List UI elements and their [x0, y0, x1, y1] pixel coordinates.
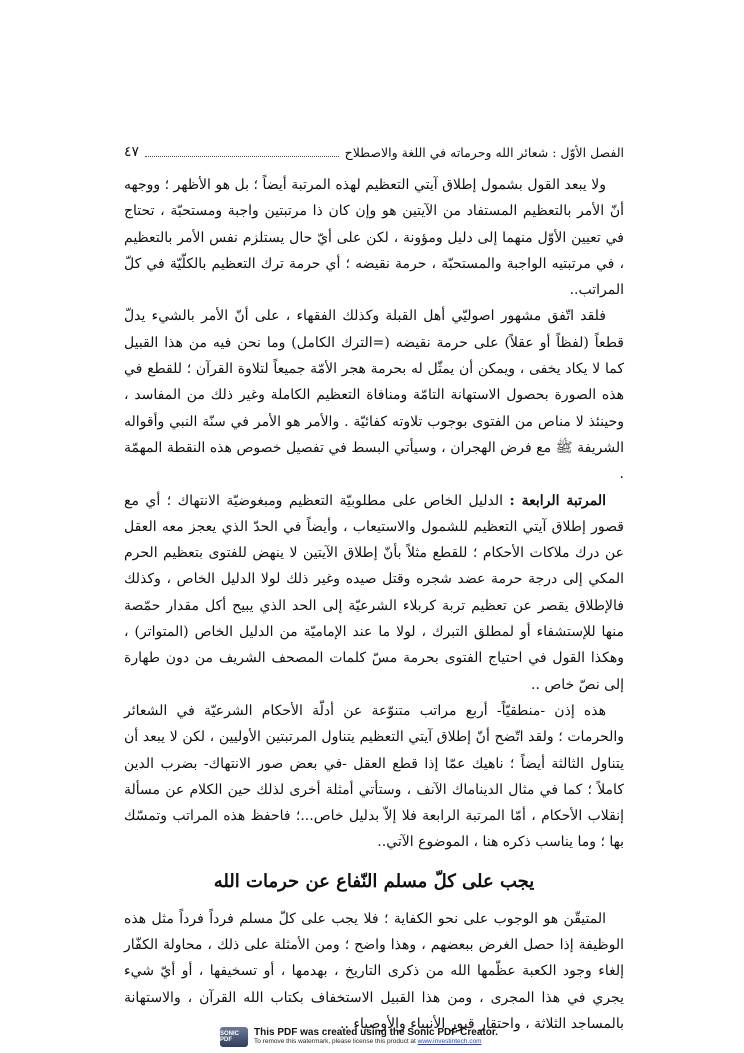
paragraph	[124, 488, 624, 698]
paragraph-lead: المرتبة الرابعة :	[509, 492, 606, 509]
section-heading: يجب على كلّ مسلم النّفاع عن حرمات الله	[213, 870, 535, 892]
paragraph-text: فلقد اتّفق مشهور اصوليّي أهل القبلة وكذلك الفقهاء ، على أنّ الأمر بالشيء يدلّ قطعاً (لفظاً أو عقلاً) على حرمة نقيضه (=الترك الكامل) وما نحن فيه من هذا القبيل كما لا يكاد يخفى ، ويمكن أن يمثّل له بحرمة هجر الأمّة جميعاً لتلاوة القرآن ؛ للقطع في هذه الصورة بحصول الاستهانة التامّة ومنافاة التعظيم الكاملة وغير ذلك من المفاسد ، وحينئذ لا مناص من الفتوى بوجوب تلاوته كفائيّة . والأمر هو الأمر في سنّة النبي وأقواله الشريفة ﷺ مع فرض الهجران ، وسيأتي البسط في تفصيل خصوص هذه النقطة المهمّة .	[124, 308, 624, 483]
watermark-text	[254, 1028, 498, 1045]
chapter-title: الفصل الأوّل : شعائر الله وحرماته في اللغة والاصطلاح	[344, 144, 624, 160]
watermark-line2-prefix: To remove this watermark, please license this product at	[254, 1037, 418, 1045]
body-text	[124, 172, 624, 1037]
paragraph	[124, 906, 624, 1037]
paragraph-text: المتيقّن هو الوجوب على نحو الكفاية ؛ فلا يجب على كلّ مسلم فرداً فرداً مثل هذه الوظيفة إذا حصل الغرض ببعضهم ، وهذا واضح ؛ ومن الأمثلة على ذلك ، محاولة الكفّار إلغاء وجود الكعبة عظّمها الله من ذكرى التاريخ ، بهدمها ، أو تسخيفها ، أو أيّ شيء يجري في هذا المجرى ، ومن هذا القبيل الاستخفاف بكتاب الله القرآن ، والاستهانة بالمساجد الثلاثة ، واحتقار قبور الأنبياء والأوصياء ..	[124, 910, 624, 1032]
sonic-pdf-logo-icon: SONIC PDF	[220, 1027, 248, 1047]
pdf-watermark	[220, 1025, 550, 1049]
page-number: ٤٧	[124, 144, 140, 160]
leader-dots	[145, 156, 339, 157]
paragraph	[124, 698, 624, 856]
paragraph-text: ولا يبعد القول بشمول إطلاق آيتي التعظيم لهذه المرتبة أيضاً ؛ بل هو الأظهر ؛ ووجهه أنّ الأمر بالتعظيم المستفاد من الآيتين هو وإن كان ذا مرتبتين واجبة ومستحبّة ، تحتاج في تعيين الأوّل منهما إلى دليل ومؤونة ، لكن على أيّ حال يستلزم نفس الأمر بالتعظيم ، في مرتبتيه الواجبة والمستحبّة ، حرمة نقيضه ؛ أي حرمة ترك التعظيم بالكلّيّة في كلّ المراتب..	[124, 177, 625, 299]
paragraph-text: هذه إذن -منطقيّاً- أربع مراتب متنوّعة عن أدلّة الأحكام الشرعيّة في الشعائر والحرمات ؛ ولقد اتّضح أنّ إطلاق آيتي التعظيم يتناول المرتبتين الأوليين ، لكن لا يبعد أن يتناول الثالثة أيضاً ؛ ناهيك عمّا إذا قطع العقل -في بعض صور الانتهاك- بضرب الدين كاملاً ؛ كما في مثال الديناماك الآنف ، وستأتي أمثلة أخرى لذلك حين الكلام عن مسألة إنقلاب الأحكام ، أمّا المرتبة الرابعة فلا إلاّ بدليل خاص...؛ فاحفظ هذه المراتب وتمسّك بها ؛ وما يناسب ذكره هنا ، الموضوع الآتي..	[124, 702, 624, 851]
paragraph-text: الدليل الخاص على مطلوبيّة التعظيم ومبغوضيّة الانتهاك ؛ أي مع قصور إطلاق آيتي التعظيم للشمول والاستيعاب ، وأيضاً في الحدّ الذي يعجز معه العقل عن درك ملاكات الأحكام ؛ للقطع مثلاً بأنّ إطلاق الآيتين لا ينهض للفتوى بتعظيم الحرم المكي إلى درجة حرمة عضد شجره وقتل صيده وغير ذلك لولا الدليل الخاص ، وكذلك فالإطلاق يقصر عن تعظيم تربة كربلاء الشرعيّة إلى الحد الذي يبيح أكل مقدار حمّصة منها للإستشفاء أو لمطلق التبرك ، لولا ما عند الإماميّة من الدليل الخاص (المتواتر) ، وهكذا القول في احتياج الفتوى بحرمة مسّ كلمات المصحف الشريف من دون طهارة إلى نصّ خاص ..	[124, 492, 624, 693]
paragraph	[124, 303, 624, 487]
watermark-line2	[254, 1039, 498, 1046]
watermark-line1: This PDF was created using the Sonic PDF Creator.	[254, 1027, 498, 1039]
paragraph	[124, 172, 624, 303]
watermark-link[interactable]: www.investintech.com	[417, 1037, 482, 1045]
running-header	[124, 141, 624, 163]
